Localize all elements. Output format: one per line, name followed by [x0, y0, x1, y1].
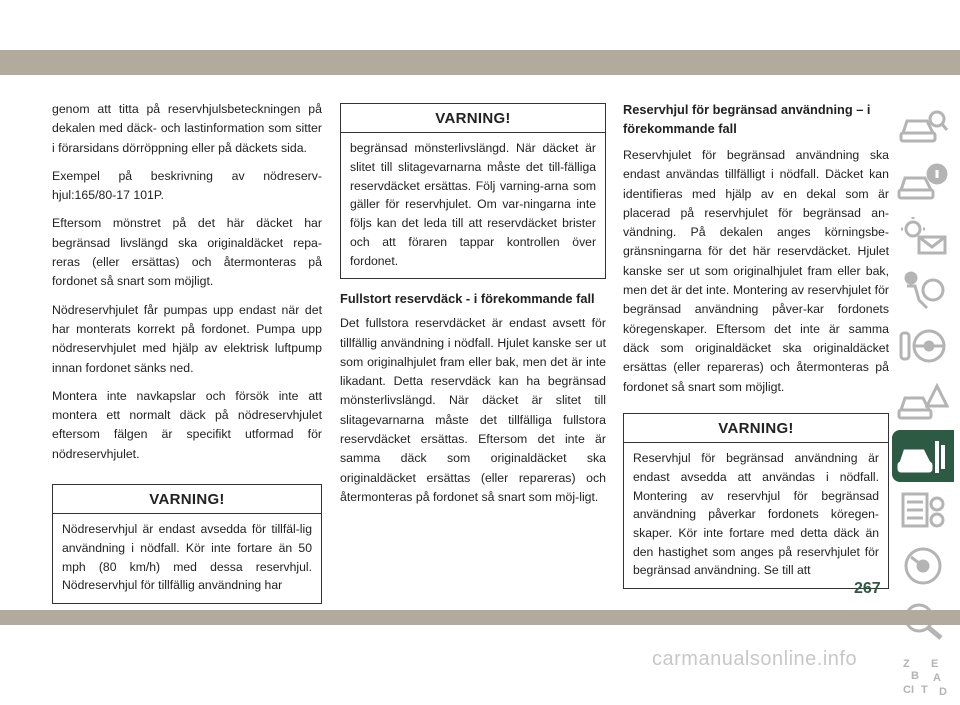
car-info-icon: [897, 160, 949, 202]
multimedia-icon: [897, 545, 949, 587]
paragraph: genom att titta på reservhjulsbeteckningen på dekalen med däck- och lastinformation som sitter i förarsidans dörröppning eller på däckets sida.: [52, 102, 322, 155]
airbag-safety-icon: [897, 270, 949, 312]
tab-safety[interactable]: [892, 265, 954, 317]
warning-box: [340, 103, 606, 279]
warning-text: Nödreservhjul är endast avsedda för tillfäl-lig användning i nödfall. Kör inte fortare än 50 mph (80 km/h) med dessa reservhjul. Nödreservhjul för tillfällig användning har: [62, 522, 312, 593]
warning-box: [52, 484, 322, 604]
bottom-band: [0, 610, 960, 625]
paragraph: Eftersom mönstret på det här däcket har begränsad livslängd ska originaldäcket repa-reras (eller ersättas) och återmonteras på fordonet så snart som möjligt.: [52, 216, 322, 289]
car-wrench-icon: [897, 435, 949, 477]
warning-title: VARNING!: [624, 414, 888, 443]
column-1: [52, 100, 322, 614]
tab-getting-to-know-vehicle[interactable]: [892, 100, 954, 152]
column-3: [623, 100, 889, 599]
warning-title: VARNING!: [53, 485, 321, 514]
car-search-icon: [897, 105, 949, 147]
maintenance-list-icon: [897, 490, 949, 532]
tab-warning-lights[interactable]: [892, 210, 954, 262]
tab-multimedia[interactable]: [892, 540, 954, 592]
index-letter: D: [939, 686, 947, 697]
paragraph: Det fullstora reservdäcket är endast avsett för tillfällig användning i nödfall. Hjulet kanske ser ut som originalhjulet fram eller bak, men det är inte likadant. Detta reservdäck kan ha begränsad mönsterlivslängd. När däcket är slitet till slitagevarnarna måste det tillfälliga fullstora reservdäcket ersättas. Eftersom det inte är samma däck som originaldäcket ska originaldäcket ersättas (eller repareras) och återmonteras på fordonet så snart som möj-ligt.: [340, 316, 606, 504]
tab-servicing-maintenance[interactable]: [892, 430, 954, 482]
index-letter: C: [903, 684, 911, 696]
warning-title: VARNING!: [341, 104, 605, 133]
index-letter: T: [921, 684, 928, 696]
section-heading: Reservhjul för begränsad användning – i förekommande fall: [623, 102, 871, 136]
tab-instrument-panel[interactable]: [892, 155, 954, 207]
paragraph: Exempel på beskrivning av nödreserv-hjul:165/80-17 101P.: [52, 168, 322, 203]
tab-starting-operating[interactable]: [892, 320, 954, 372]
warning-lights-message-icon: [897, 215, 949, 257]
page-number: 267: [854, 580, 881, 597]
car-hazard-icon: [897, 380, 949, 422]
warning-text: begränsad mönsterlivslängd. När däcket är slitet till slitagevarnarna måste det till-fälliga reservdäcket ersättas. Följ varning-arna som gäller för reservhjulet. Om var-ningarna inte följs kan det leda till att reservdäcket brister och att föraren tappar kontrollen över fordonet.: [350, 141, 596, 268]
paragraph: Montera inte navkapslar och försök inte att montera ett normalt däck på nödreservhjulet eftersom fälgen är specifikt utformad för nödreservhjulet.: [52, 388, 322, 461]
tab-technical-specifications[interactable]: [892, 485, 954, 537]
index-letter: Z: [903, 658, 910, 670]
tab-index[interactable]: [892, 650, 954, 702]
warning-text: Reservhjul för begränsad användning är endast avsedda att användas i nödfall. Montering av reservhjul för begränsad användning påverkar fordonets köregen-skaper. Kör inte fortare med detta däck än den hastighet som anges på reservhjulet för begränsad användning. Se till att: [633, 451, 879, 578]
index-letter: A: [933, 672, 941, 684]
paragraph: Nödreservhjulet får pumpas upp endast när det har monterats korrekt på fordonet. Pumpa upp nödreservhjulet med hjälp av elektrisk luftpump innan fordonet sänks ned.: [52, 302, 322, 375]
warning-box: [623, 413, 889, 589]
paragraph: Reservhjulet för begränsad användning ska endast användas tillfälligt i nödfall. Däcket kan identifieras med hjälp av en dekal som är placerad på reservhjulet för begränsad an-vändning. På dekalen anges körningsbe-gränsningarna för det här reservdäcket. Hjulet kanske ser ut som originalhjulet fram eller bak, men det är det inte. Montering av reservhjulet för begränsad användning påver-kar fordonets köregenskaper. Eftersom det inte är samma däck som originaldäcket ska originaldäcket ersättas (eller repareras) och återmonteras på fordonet så snart som möjligt.: [623, 148, 889, 394]
tab-in-case-of-emergency[interactable]: [892, 375, 954, 427]
index-letter: I: [911, 684, 915, 696]
top-band: [0, 50, 960, 75]
alphabetical-index-icon: [897, 655, 949, 697]
index-letter: B: [911, 670, 919, 682]
column-2: [340, 103, 606, 516]
section-heading: Fullstort reservdäck - i förekommande fall: [340, 291, 595, 307]
watermark: carmanualsonline.info: [652, 648, 858, 670]
index-letter: E: [931, 658, 939, 670]
steering-wheel-keys-icon: [897, 325, 949, 367]
